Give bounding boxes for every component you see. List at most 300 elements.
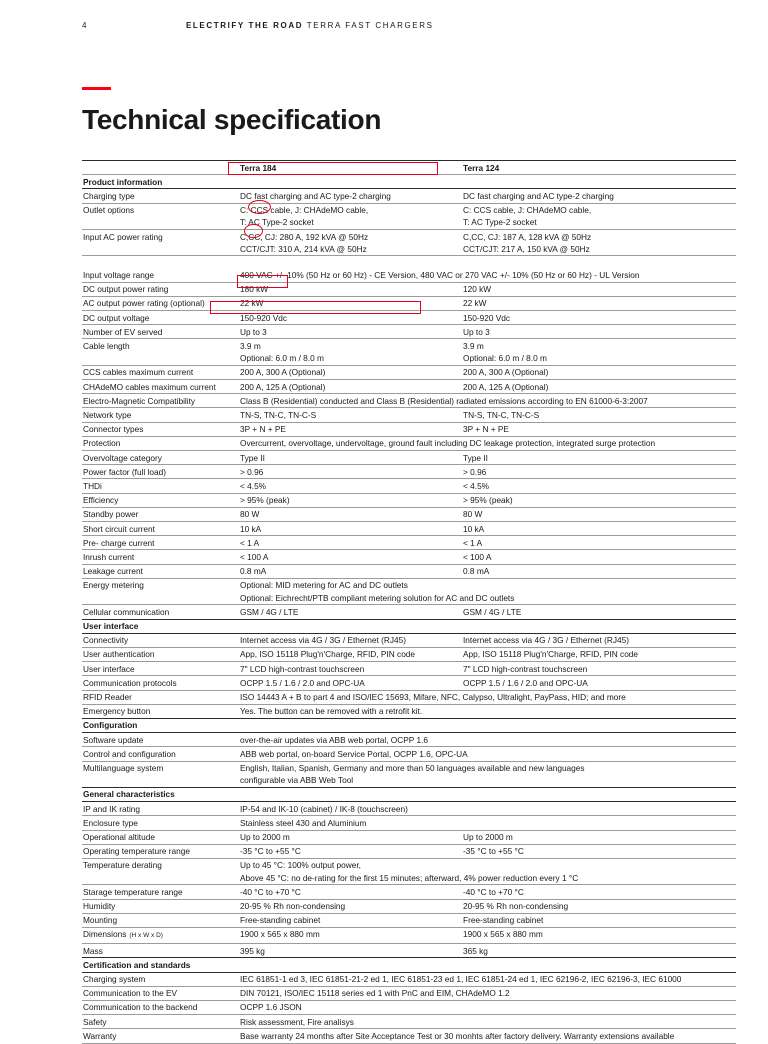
spec-label [82, 437, 240, 449]
cell-line: C,CC, CJ: 187 A, 128 kVA @ 50Hz [463, 231, 592, 242]
cell-line: Stainless steel 430 and Aluminium [240, 817, 367, 828]
spec-row-efficiency [82, 494, 736, 508]
spec-value-terra-184 [240, 494, 463, 506]
spec-value-terra-124 [463, 204, 736, 228]
cell-line: Up to 2000 m [463, 832, 513, 843]
spec-value-terra-124 [463, 663, 736, 675]
cell-line: IEC 61851-1 ed 3, IEC 61851-21-2 ed 1, IEC 61851-23 ed 1, IEC 61851-24 ed 1, IEC 62196-2, IEC 62196-3, IEC 61000 [240, 974, 682, 985]
spec-row-dimensions [82, 928, 736, 944]
spec-label-text: DC output power rating [83, 284, 169, 295]
annotation-box-dc-voltage [210, 301, 421, 314]
spec-value-terra-124 [463, 606, 736, 618]
section-product-information [82, 175, 736, 189]
spec-row-rfid-reader [82, 691, 736, 705]
spec-label-text: Control and configuration [83, 748, 176, 759]
spec-label-text: Charging type [83, 190, 135, 201]
spec-value-terra-184 [240, 928, 463, 942]
cell-line: 10 kA [240, 523, 262, 534]
spec-value-shared [240, 395, 736, 407]
spec-row-input-ac-power-rating [82, 230, 736, 256]
spec-row-ccs-cables-maximum-current [82, 366, 736, 380]
cell-line: CCT/CJT: 217 A, 150 kVA @ 50Hz [463, 243, 590, 254]
cell-line: 7" LCD high-contrast touchscreen [240, 663, 365, 674]
spec-label-text: Cable length [83, 340, 130, 351]
spec-row-charging-system [82, 973, 736, 987]
spec-row-mounting [82, 914, 736, 928]
spec-value-terra-184 [240, 466, 463, 478]
spec-value-shared [240, 1016, 736, 1028]
spec-label [82, 845, 240, 857]
spec-row-ip-and-ik-rating [82, 802, 736, 816]
cell-line: 3P + N + PE [240, 424, 286, 435]
cell-line: 20-95 % Rh non-condensing [240, 901, 346, 912]
spec-value-shared [240, 817, 736, 829]
spec-row-operational-altitude [82, 831, 736, 845]
spec-value-shared [240, 803, 736, 815]
spec-label [82, 987, 240, 999]
cell-line: 400 VAC +/- 10% (50 Hz or 60 Hz) - CE Version, 480 VAC or 270 VAC +/- 10% (50 Hz or 60 Hz) - UL Version [240, 269, 640, 280]
spec-value-terra-184 [240, 565, 463, 577]
spec-label [82, 817, 240, 829]
spec-table [82, 160, 736, 1044]
cell-line: 20-95 % Rh non-condensing [463, 901, 569, 912]
brand-name: ELECTRIFY THE ROAD [186, 21, 304, 30]
spec-row-control-and-configuration [82, 747, 736, 761]
spec-value-terra-124 [463, 340, 736, 364]
spec-label [82, 663, 240, 675]
spec-label [82, 579, 240, 603]
cell-line: < 100 A [240, 551, 269, 562]
spec-row-outlet-options [82, 204, 736, 230]
cell-line: C,CC, CJ: 280 A, 192 kVA @ 50Hz [240, 231, 369, 242]
cell-line: 3.9 m [463, 340, 484, 351]
cell-line: ISO 14443 A + B to part 4 and ISO/IEC 15693, Mifare, NFC, Calypso, Ultralight, PayPass, HID; and more [240, 692, 626, 703]
spec-value-terra-124 [463, 190, 736, 202]
cell-line: 80 W [240, 509, 260, 520]
spec-row-short-circuit-current [82, 522, 736, 536]
cell-line: T: AC Type-2 socket [240, 217, 314, 228]
cell-line: 200 A, 125 A (Optional) [240, 381, 326, 392]
cell-line: < 4.5% [240, 480, 267, 491]
section-user-interface [82, 620, 736, 634]
spec-value-terra-184 [240, 508, 463, 520]
spec-label-text: IP and IK rating [83, 803, 141, 814]
spec-row-pre-charge-current [82, 536, 736, 550]
spec-label [82, 900, 240, 912]
accent-bar [82, 87, 111, 90]
spec-value-terra-184 [240, 409, 463, 421]
spec-label-text: Warranty [83, 1030, 117, 1041]
spec-label-text: Mass [83, 945, 103, 956]
spec-value-terra-184 [240, 452, 463, 464]
spec-label [82, 691, 240, 703]
spec-value-terra-124 [463, 677, 736, 689]
spec-label-text: Short circuit current [83, 523, 155, 534]
spec-row-safety [82, 1015, 736, 1029]
spec-label [82, 859, 240, 883]
spec-label [82, 1016, 240, 1028]
spec-label [82, 762, 240, 786]
row-spacer [82, 256, 736, 268]
brand-line [186, 21, 434, 30]
spec-row-energy-metering [82, 579, 736, 605]
spec-label-text: AC output power rating (optional) [83, 298, 205, 309]
spec-value-shared [240, 762, 736, 786]
spec-value-terra-184 [240, 634, 463, 646]
spec-value-terra-124 [463, 409, 736, 421]
spec-label [82, 466, 240, 478]
cell-line: GSM / 4G / LTE [240, 606, 299, 617]
spec-value-terra-184 [240, 340, 463, 364]
cell-line: C: CCS cable, J: CHAdeMO cable, [240, 205, 369, 216]
spec-value-shared [240, 973, 736, 985]
spec-label-text: Connector types [83, 424, 144, 435]
cell-line: Overcurrent, overvoltage, undervoltage, ground fault including DC leakage protection, integrated surge protection [240, 438, 656, 449]
spec-value-terra-124 [463, 900, 736, 912]
spec-label-text: Communication to the backend [83, 1002, 198, 1013]
cell-line: Base warranty 24 months after Site Acceptance Test or 30 monhts after factory delivery. Warranty extensions available [240, 1030, 675, 1041]
spec-label [82, 634, 240, 646]
spec-row-starage-temperature-range [82, 885, 736, 899]
spec-label-text: Energy metering [83, 580, 144, 591]
cell-line: Free-standing cabinet [463, 915, 544, 926]
annotation-circle-ccs [248, 200, 271, 214]
cell-line: C: CCS cable, J: CHAdeMO cable, [463, 205, 592, 216]
spec-label-text: Humidity [83, 901, 116, 912]
section-title: User interface [83, 621, 139, 631]
spec-value-terra-124 [463, 523, 736, 535]
spec-label-text: Standby power [83, 509, 139, 520]
spec-label-text: Power factor (full load) [83, 466, 167, 477]
spec-row-mass [82, 944, 736, 958]
cell-line: T: AC Type-2 socket [463, 217, 537, 228]
spec-row-electro-magnetic-compatibility [82, 394, 736, 408]
spec-label-text: Temperature derating [83, 860, 162, 871]
spec-value-terra-184 [240, 845, 463, 857]
cell-line: 22 kW [240, 298, 264, 309]
spec-label [82, 340, 240, 364]
spec-row-emergency-button [82, 705, 736, 719]
spec-value-terra-124 [463, 565, 736, 577]
cell-line: < 100 A [463, 551, 492, 562]
cell-line: 0.8 mA [240, 566, 267, 577]
cell-line: 200 A, 125 A (Optional) [463, 381, 549, 392]
spec-label [82, 928, 240, 942]
spec-label-text: Starage temperature range [83, 886, 183, 897]
cell-line: App, ISO 15118 Plug'n'Charge, RFID, PIN code [240, 649, 416, 660]
cell-line: 1900 x 565 x 880 mm [463, 929, 543, 940]
spec-row-temperature-derating [82, 859, 736, 885]
spec-label-text: Overvoltage category [83, 452, 162, 463]
spec-label-text: Number of EV served [83, 326, 163, 337]
spec-label [82, 480, 240, 492]
spec-label [82, 831, 240, 843]
spec-row-connectivity [82, 634, 736, 648]
cell-line: CCT/CJT: 310 A, 214 kVA @ 50Hz [240, 243, 367, 254]
cell-line: Optional: 6.0 m / 8.0 m [240, 353, 324, 364]
spec-label [82, 734, 240, 746]
spec-row-operating-temperature-range [82, 845, 736, 859]
spec-label-text: User authentication [83, 649, 155, 660]
brand-subtitle: TERRA FAST CHARGERS [306, 21, 434, 30]
spec-value-terra-124 [463, 914, 736, 926]
cell-line: Type II [463, 452, 488, 463]
cell-line: > 0.96 [463, 466, 487, 477]
spec-label [82, 423, 240, 435]
page-number: 4 [82, 21, 87, 30]
spec-row-leakage-current [82, 565, 736, 579]
cell-line: > 0.96 [240, 466, 264, 477]
spec-value-shared [240, 987, 736, 999]
cell-line: 7" LCD high-contrast touchscreen [463, 663, 588, 674]
spec-label [82, 283, 240, 295]
spec-label-text: Connectivity [83, 635, 129, 646]
cell-line: TN-S, TN-C, TN-C-S [463, 409, 540, 420]
spec-label [82, 494, 240, 506]
column-header-terra-124: Terra 124 [463, 162, 500, 173]
cell-line: DC fast charging and AC type-2 charging [463, 190, 614, 201]
spec-label-text: Pre- charge current [83, 537, 155, 548]
cell-line: Optional: MID metering for AC and DC outlets [240, 580, 408, 591]
cell-line: Up to 3 [240, 326, 267, 337]
spec-label-text: Mounting [83, 915, 118, 926]
cell-line: Internet access via 4G / 3G / Ethernet (RJ45) [240, 635, 407, 646]
spec-value-terra-184 [240, 900, 463, 912]
cell-line: 200 A, 300 A (Optional) [240, 367, 326, 378]
spec-label-text: Operating temperature range [83, 846, 191, 857]
spec-row-humidity [82, 900, 736, 914]
spec-label-text: Input voltage range [83, 269, 155, 280]
spec-label [82, 606, 240, 618]
spec-label [82, 886, 240, 898]
spec-label-text: Software update [83, 734, 144, 745]
spec-label-text: Inrush current [83, 551, 135, 562]
cell-line: Up to 45 °C: 100% output power, [240, 860, 361, 871]
spec-value-terra-184 [240, 831, 463, 843]
spec-value-terra-184 [240, 231, 463, 255]
cell-line: DC fast charging and AC type-2 charging [240, 190, 391, 201]
spec-value-shared [240, 1001, 736, 1013]
cell-line: DIN 70121, ISO/IEC 15118 series ed 1 with PnC and EIM, CHAdeMO 1.2 [240, 988, 510, 999]
spec-label-text: Efficiency [83, 495, 119, 506]
cell-line: configurable via ABB Web Tool [240, 775, 354, 786]
section-title: Certification and standards [83, 959, 191, 970]
spec-label-text: Input AC power rating [83, 231, 163, 242]
spec-row-thdi [82, 479, 736, 493]
spec-label-text: Operational altitude [83, 832, 155, 843]
spec-value-terra-184 [240, 663, 463, 675]
spec-value-terra-184 [240, 423, 463, 435]
spec-label-text: Multilanguage system [83, 763, 164, 774]
spec-label-text: Communication protocols [83, 677, 177, 688]
spec-label [82, 551, 240, 563]
spec-label [82, 366, 240, 378]
cell-line: OCPP 1.5 / 1.6 / 2.0 and OPC-UA [240, 677, 365, 688]
cell-line: Above 45 °C: no de-rating for the first 15 minutes; afterward, 4% power reduction every 1 °C [240, 872, 579, 883]
spec-row-overvoltage-category [82, 451, 736, 465]
cell-line: Yes. The button can be removed with a retrofit kit. [240, 706, 423, 717]
cell-line: 365 kg [463, 945, 488, 956]
cell-line: < 4.5% [463, 480, 490, 491]
cell-line: OCPP 1.5 / 1.6 / 2.0 and OPC-UA [463, 677, 588, 688]
spec-label [82, 914, 240, 926]
spec-label-text: Communication to the EV [83, 988, 178, 999]
cell-line: -35 °C to +55 °C [240, 846, 301, 857]
cell-line: 180 kW [240, 284, 269, 295]
section-configuration [82, 719, 736, 733]
spec-label [82, 1030, 240, 1042]
spec-value-terra-184 [240, 648, 463, 660]
column-header-terra-184: Terra 184 [240, 162, 277, 173]
spec-row-enclosure-type [82, 816, 736, 830]
spec-value-terra-184 [240, 381, 463, 393]
spec-row-communication-to-the-backend [82, 1001, 736, 1015]
cell-line: Up to 3 [463, 326, 490, 337]
spec-value-terra-184 [240, 677, 463, 689]
cell-line: over-the-air updates via ABB web portal, OCPP 1.6 [240, 734, 429, 745]
spec-row-cable-length [82, 339, 736, 365]
spec-value-terra-124 [463, 551, 736, 563]
spec-label-text: THDi [83, 480, 102, 491]
spec-label [82, 190, 240, 202]
spec-label-text: User interface [83, 663, 135, 674]
spec-label-text: Outlet options [83, 205, 135, 216]
cell-line: < 1 A [240, 537, 260, 548]
spec-value-terra-124 [463, 648, 736, 660]
spec-value-shared [240, 748, 736, 760]
spec-value-terra-124 [463, 831, 736, 843]
spec-value-shared [240, 691, 736, 703]
spec-label [82, 945, 240, 957]
spec-value-terra-124 [463, 231, 736, 255]
spec-value-shared [240, 579, 736, 603]
spec-value-terra-184 [240, 914, 463, 926]
cell-line: 395 kg [240, 945, 265, 956]
cell-line: App, ISO 15118 Plug'n'Charge, RFID, PIN code [463, 649, 639, 660]
spec-value-terra-184 [240, 366, 463, 378]
spec-value-terra-184 [240, 537, 463, 549]
spec-label-text: Protection [83, 438, 121, 449]
cell-line: 150-920 Vdc [463, 312, 511, 323]
spec-row-software-update [82, 733, 736, 747]
spec-row-charging-type [82, 189, 736, 203]
spec-value-terra-184 [240, 326, 463, 338]
cell-line: Risk assessment, Fire analisys [240, 1016, 354, 1027]
spec-value-terra-124 [463, 366, 736, 378]
spec-value-terra-124 [463, 297, 736, 309]
cell-line: -40 °C to +70 °C [463, 886, 524, 897]
spec-label [82, 1001, 240, 1013]
cell-line: Free-standing cabinet [240, 915, 321, 926]
spec-value-terra-184 [240, 523, 463, 535]
spec-label [82, 648, 240, 660]
cell-line: 10 kA [463, 523, 485, 534]
cell-line: IP-54 and IK-10 (cabinet) / IK-8 (touchscreen) [240, 803, 408, 814]
spec-label [82, 204, 240, 228]
spec-value-terra-124 [463, 326, 736, 338]
spec-row-warranty [82, 1029, 736, 1043]
running-header [82, 21, 728, 33]
cell-line: Internet access via 4G / 3G / Ethernet (RJ45) [463, 635, 630, 646]
spec-value-terra-124 [463, 452, 736, 464]
spec-value-terra-124 [463, 945, 736, 957]
spec-row-number-of-ev-served [82, 325, 736, 339]
spec-value-shared [240, 734, 736, 746]
spec-row-cellular-communication [82, 605, 736, 619]
spec-label [82, 537, 240, 549]
spec-value-terra-124 [463, 928, 736, 942]
spec-label [82, 269, 240, 281]
cell-line: GSM / 4G / LTE [463, 606, 522, 617]
spec-label [82, 748, 240, 760]
spec-value-terra-124 [463, 845, 736, 857]
spec-row-network-type [82, 408, 736, 422]
spec-label-text: Electro-Magnetic Compatibility [83, 395, 196, 406]
cell-line: ABB web portal, on-board Service Portal, OCPP 1.6, OPC-UA [240, 748, 468, 759]
cell-line: 200 A, 300 A (Optional) [463, 367, 549, 378]
cell-line: 22 kW [463, 298, 487, 309]
spec-label [82, 565, 240, 577]
annotation-box-terra-184 [228, 162, 438, 175]
section-title: Configuration [83, 720, 138, 731]
cell-line: 0.8 mA [463, 566, 490, 577]
spec-value-shared [240, 705, 736, 717]
spec-value-terra-124 [463, 466, 736, 478]
spec-label-text: Dimensions [83, 929, 127, 940]
spec-label-text: Emergency button [83, 706, 151, 717]
cell-line: Type II [240, 452, 265, 463]
spec-label-text: Enclosure type [83, 817, 138, 828]
spec-label-text: DC output voltage [83, 312, 150, 323]
spec-value-terra-184 [240, 551, 463, 563]
cell-line: Optional: Eichrecht/PTB compliant metering solution for AC and DC outlets [240, 592, 515, 603]
spec-label [82, 705, 240, 717]
cell-line: < 1 A [463, 537, 483, 548]
spec-row-chademo-cables-maximum-current [82, 380, 736, 394]
spec-label [82, 973, 240, 985]
spec-label [82, 395, 240, 407]
spec-label-text: CCS cables maximum current [83, 367, 194, 378]
spec-row-power-factor-full-load [82, 465, 736, 479]
spec-row-protection [82, 437, 736, 451]
header-label-cell [82, 162, 240, 174]
section-title: Product information [83, 176, 163, 187]
spec-value-terra-124 [463, 381, 736, 393]
spec-row-dc-output-power-rating [82, 283, 736, 297]
spec-label [82, 326, 240, 338]
spec-value-terra-124 [463, 508, 736, 520]
spec-value-terra-184 [240, 606, 463, 618]
cell-line: Up to 2000 m [240, 832, 290, 843]
spec-label [82, 381, 240, 393]
spec-label [82, 409, 240, 421]
spec-value-terra-184 [240, 190, 463, 202]
spec-label-text: Cellular communication [83, 606, 170, 617]
cell-line: 150-920 Vdc [240, 312, 288, 323]
spec-value-terra-124 [463, 423, 736, 435]
cell-line: Optional: 6.0 m / 8.0 m [463, 353, 547, 364]
cell-line: 1900 x 565 x 880 mm [240, 929, 320, 940]
section-certification-and-standards [82, 958, 736, 972]
section-general-characteristics [82, 788, 736, 802]
spec-row-user-interface [82, 662, 736, 676]
spec-value-shared [240, 859, 736, 883]
spec-value-terra-124 [463, 480, 736, 492]
spec-label-suffix: (H x W x D) [129, 932, 163, 940]
spec-label-text: Charging system [83, 974, 146, 985]
spec-value-terra-124 [463, 494, 736, 506]
spec-row-standby-power [82, 508, 736, 522]
